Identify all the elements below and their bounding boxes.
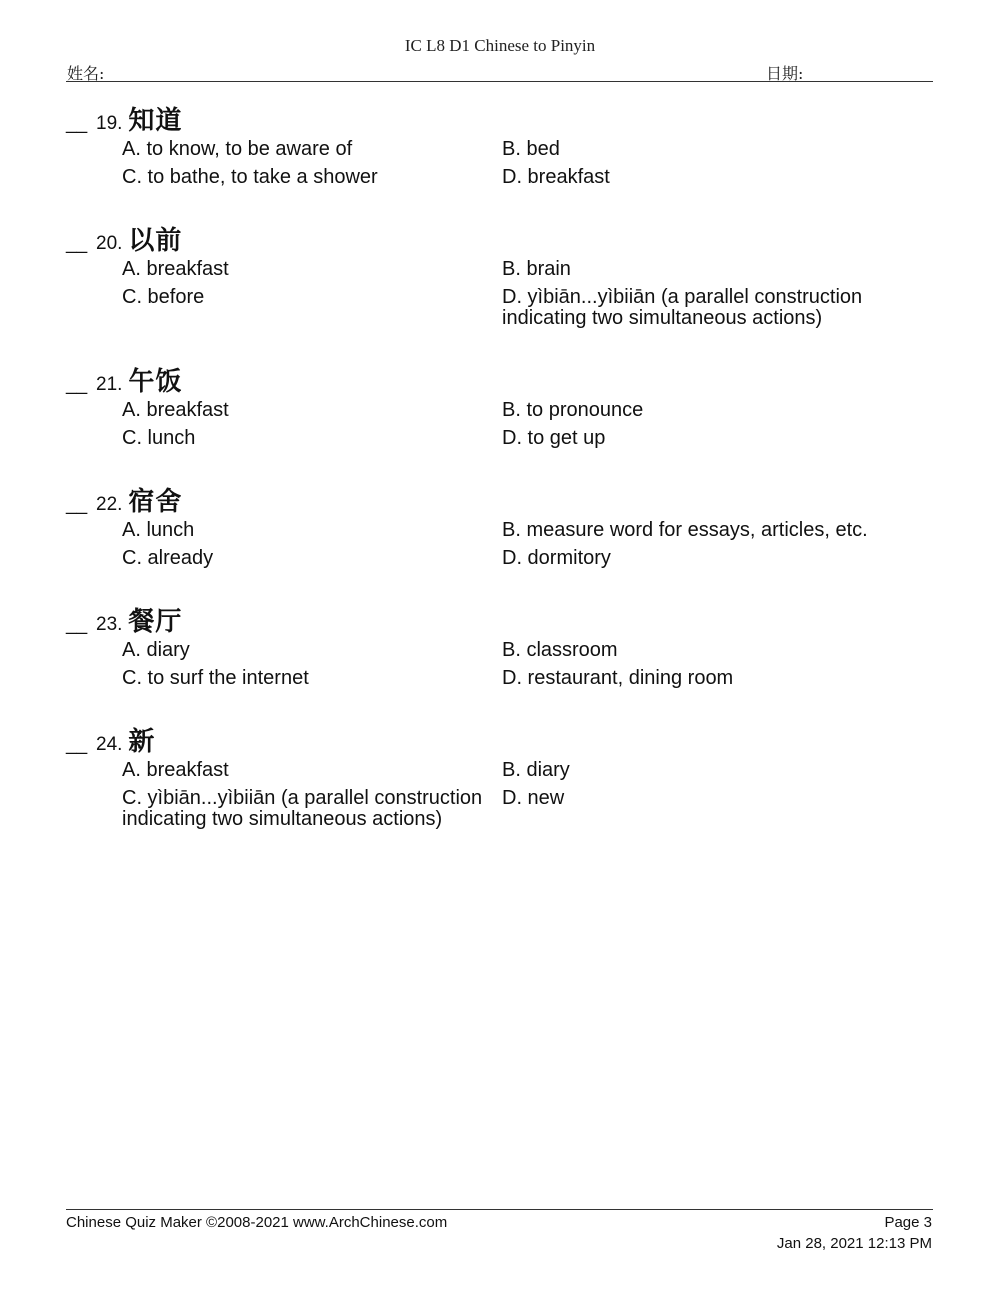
- option-b: B. to pronounce: [502, 399, 644, 421]
- option-b: B. bed: [502, 138, 560, 160]
- question-23: [66, 601, 936, 693]
- question-word: 新: [128, 727, 156, 757]
- option-c: C. to surf the internet: [122, 667, 309, 689]
- question-number: 23.: [96, 614, 123, 635]
- question-number: 21.: [96, 374, 123, 395]
- question-number: 24.: [96, 734, 123, 755]
- name-label: 姓名:: [67, 64, 105, 83]
- header-divider: [66, 81, 933, 82]
- option-c: C. yìbiān...yìbiiān (a parallel construction indicating two simultaneous actions): [122, 787, 483, 830]
- date-label: 日期:: [766, 64, 804, 83]
- answer-blank[interactable]: __: [66, 113, 88, 134]
- option-d: D. restaurant, dining room: [502, 667, 734, 689]
- footer-divider: [66, 1209, 933, 1210]
- answer-blank[interactable]: __: [66, 734, 88, 755]
- option-d: D. yìbiān...yìbiiān (a parallel construction indicating two simultaneous actions): [502, 286, 863, 329]
- option-a: A. breakfast: [122, 399, 229, 421]
- option-b: B. classroom: [502, 639, 618, 661]
- question-word: 午饭: [128, 367, 183, 397]
- option-a: A. breakfast: [122, 759, 229, 781]
- option-b: B. diary: [502, 759, 570, 781]
- footer-page-number: Page 3: [884, 1214, 932, 1231]
- option-a: A. breakfast: [122, 258, 229, 280]
- question-20: [66, 220, 936, 333]
- option-d: D. to get up: [502, 427, 606, 449]
- option-d: D. new: [502, 787, 565, 809]
- question-word: 餐厅: [128, 607, 183, 637]
- answer-blank[interactable]: __: [66, 494, 88, 515]
- footer-datetime: Jan 28, 2021 12:13 PM: [776, 1235, 932, 1252]
- option-c: C. before: [122, 286, 205, 308]
- option-b: B. brain: [502, 258, 571, 280]
- question-21: [66, 361, 936, 453]
- option-c: C. already: [122, 547, 214, 569]
- option-b: B. measure word for essays, articles, etc.: [502, 519, 868, 541]
- answer-blank[interactable]: __: [66, 374, 88, 395]
- question-number: 22.: [96, 494, 123, 515]
- question-word: 以前: [128, 226, 183, 256]
- option-c: C. lunch: [122, 427, 196, 449]
- option-d: D. breakfast: [502, 166, 610, 188]
- question-number: 20.: [96, 233, 123, 254]
- option-a: A. to know, to be aware of: [122, 138, 353, 160]
- option-d: D. dormitory: [502, 547, 611, 569]
- answer-blank[interactable]: __: [66, 233, 88, 254]
- question-19: [66, 100, 936, 192]
- option-a: A. lunch: [122, 519, 195, 541]
- question-number: 19.: [96, 113, 123, 134]
- question-word: 宿舍: [128, 487, 183, 517]
- answer-blank[interactable]: __: [66, 614, 88, 635]
- question-22: [66, 481, 936, 573]
- question-list: [66, 100, 936, 862]
- question-24: [66, 721, 936, 834]
- page-title: IC L8 D1 Chinese to Pinyin: [404, 36, 596, 55]
- footer-copyright: Chinese Quiz Maker ©2008-2021 www.ArchChinese.com: [66, 1214, 448, 1231]
- option-a: A. diary: [122, 639, 190, 661]
- question-word: 知道: [128, 106, 183, 136]
- option-c: C. to bathe, to take a shower: [122, 166, 378, 188]
